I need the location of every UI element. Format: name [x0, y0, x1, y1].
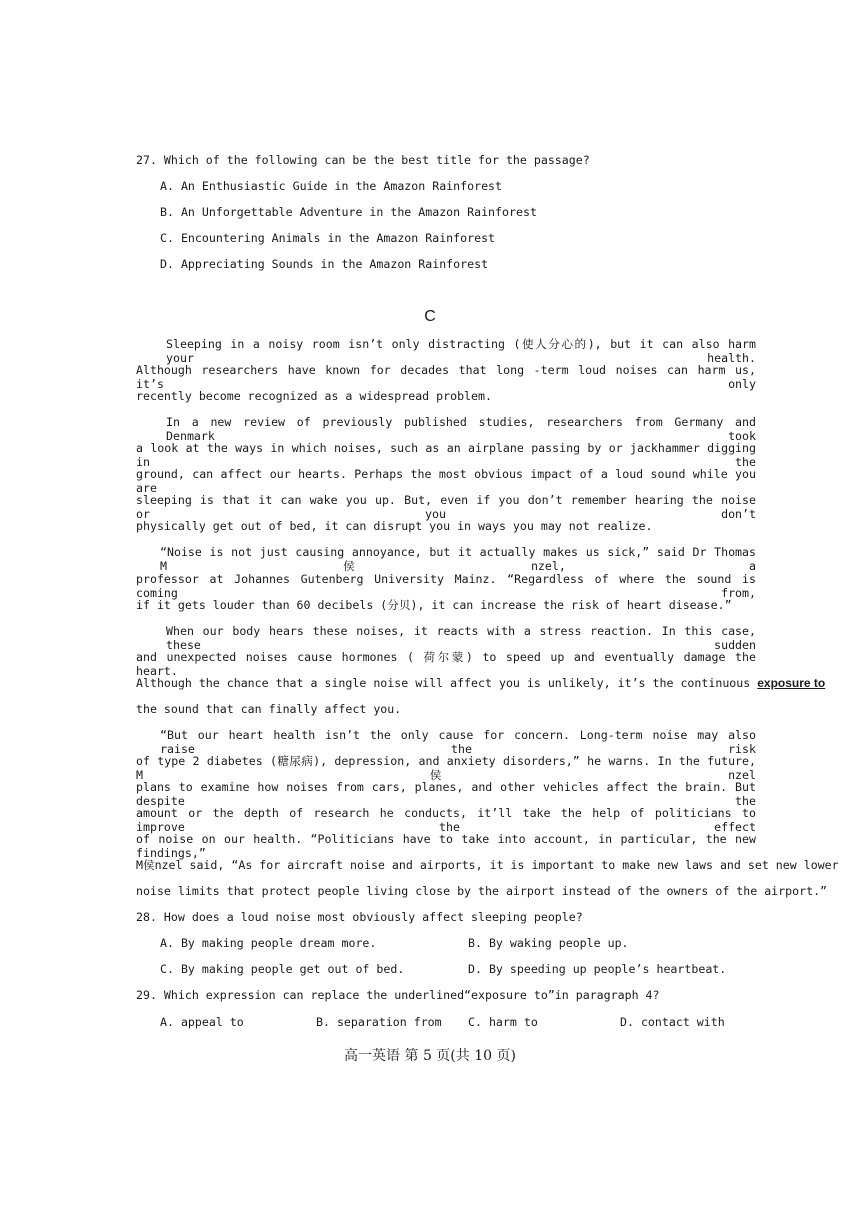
q29-option-a: A. appeal to [160, 1015, 244, 1029]
q28-option-a: A. By making people dream more. [160, 936, 377, 950]
p2-line-2: a look at the ways in which noises, such as an airplane passing by or jackhammer digging in the [136, 441, 756, 469]
p1-line-1: Sleeping in a noisy room isn’t only distracting (使人分心的), but it can also harm your health. [166, 337, 756, 365]
p5-line-4: amount or the depth of research he conducts, it’ll take the help of politicians to improve the effect [136, 806, 756, 834]
underlined-expression: exposure to [757, 676, 826, 690]
p5-line-5: of noise on our health. “Politicians have to take into account, in particular, the new findings,” [136, 832, 756, 860]
p1-line-3: recently become recognized as a widespread problem. [136, 389, 492, 403]
q27-option-c: C. Encountering Animals in the Amazon Rainforest [160, 231, 496, 245]
q29-option-b: B. separation from [316, 1015, 442, 1029]
p5-line-3: plans to examine how noises from cars, planes, and other vehicles affect the brain. But despite the [136, 780, 756, 808]
p1-line-2: Although researchers have known for decades that long -term loud noises can harm us, it’s only [136, 363, 756, 391]
q28-option-d: D. By speeding up people’s heartbeat. [468, 962, 727, 976]
q28-stem: 28. How does a loud noise most obviously affect sleeping people? [136, 910, 583, 924]
q28-option-c: C. By making people get out of bed. [160, 962, 405, 976]
q27-option-b: B. An Unforgettable Adventure in the Amazon Rainforest [160, 205, 537, 219]
q27-stem: 27. Which of the following can be the best title for the passage? [136, 153, 590, 167]
section-heading: C [424, 308, 436, 325]
p2-line-3: ground, can affect our hearts. Perhaps the most obvious impact of a loud sound while you are [136, 467, 756, 495]
p4-line-1: When our body hears these noises, it reacts with a stress reaction. In this case, these sudden [166, 624, 756, 652]
p4-line-3 [136, 676, 826, 690]
p5-line-7: noise limits that protect people living close by the airport instead of the owners of the airport.” [136, 884, 828, 898]
p2-line-4: sleeping is that it can wake you up. But, even if you don’t remember hearing the noise or you don’t [136, 493, 756, 521]
page-footer: 高一英语 第 5 页(共 10 页) [344, 1048, 516, 1064]
p3-line-2: professor at Johannes Gutenberg University Mainz. “Regardless of where the sound is coming from, [136, 572, 756, 600]
p5-line-1: “But our heart health isn’t the only cause for concern. Long-term noise may also raise the risk [160, 728, 756, 756]
p4-line-4: the sound that can finally affect you. [136, 702, 402, 716]
q29-option-c: C. harm to [468, 1015, 538, 1029]
p2-line-5: physically get out of bed, it can disrupt you in ways you may not realize. [136, 519, 653, 533]
p5-line-6: M侯nzel said, “As for aircraft noise and airports, it is important to make new laws and set new lower [136, 858, 839, 872]
q29-stem: 29. Which expression can replace the underlined“exposure to”in paragraph 4? [136, 988, 660, 1002]
p5-line-2: of type 2 diabetes (糖尿病), depression, and anxiety disorders,” he warns. In the future, M侯nzel [136, 754, 756, 782]
p4-line-2: and unexpected noises cause hormones ( 荷尔蒙) to speed up and eventually damage the heart. [136, 650, 756, 678]
q28-option-b: B. By waking people up. [468, 936, 629, 950]
q27-option-d: D. Appreciating Sounds in the Amazon Rainforest [160, 257, 489, 271]
p3-line-1: “Noise is not just causing annoyance, but it actually makes us sick,” said Dr Thomas M侯nzel, a [160, 545, 756, 573]
q27-option-a: A. An Enthusiastic Guide in the Amazon Rainforest [160, 179, 503, 193]
p3-line-3: if it gets louder than 60 decibels (分贝), it can increase the risk of heart disease.” [136, 598, 732, 612]
q29-option-d: D. contact with [620, 1015, 725, 1029]
p4-line-3-text: Although the chance that a single noise will affect you is unlikely, it’s the continuous [136, 676, 758, 690]
p2-line-1: In a new review of previously published studies, researchers from Germany and Denmark took [166, 415, 756, 443]
